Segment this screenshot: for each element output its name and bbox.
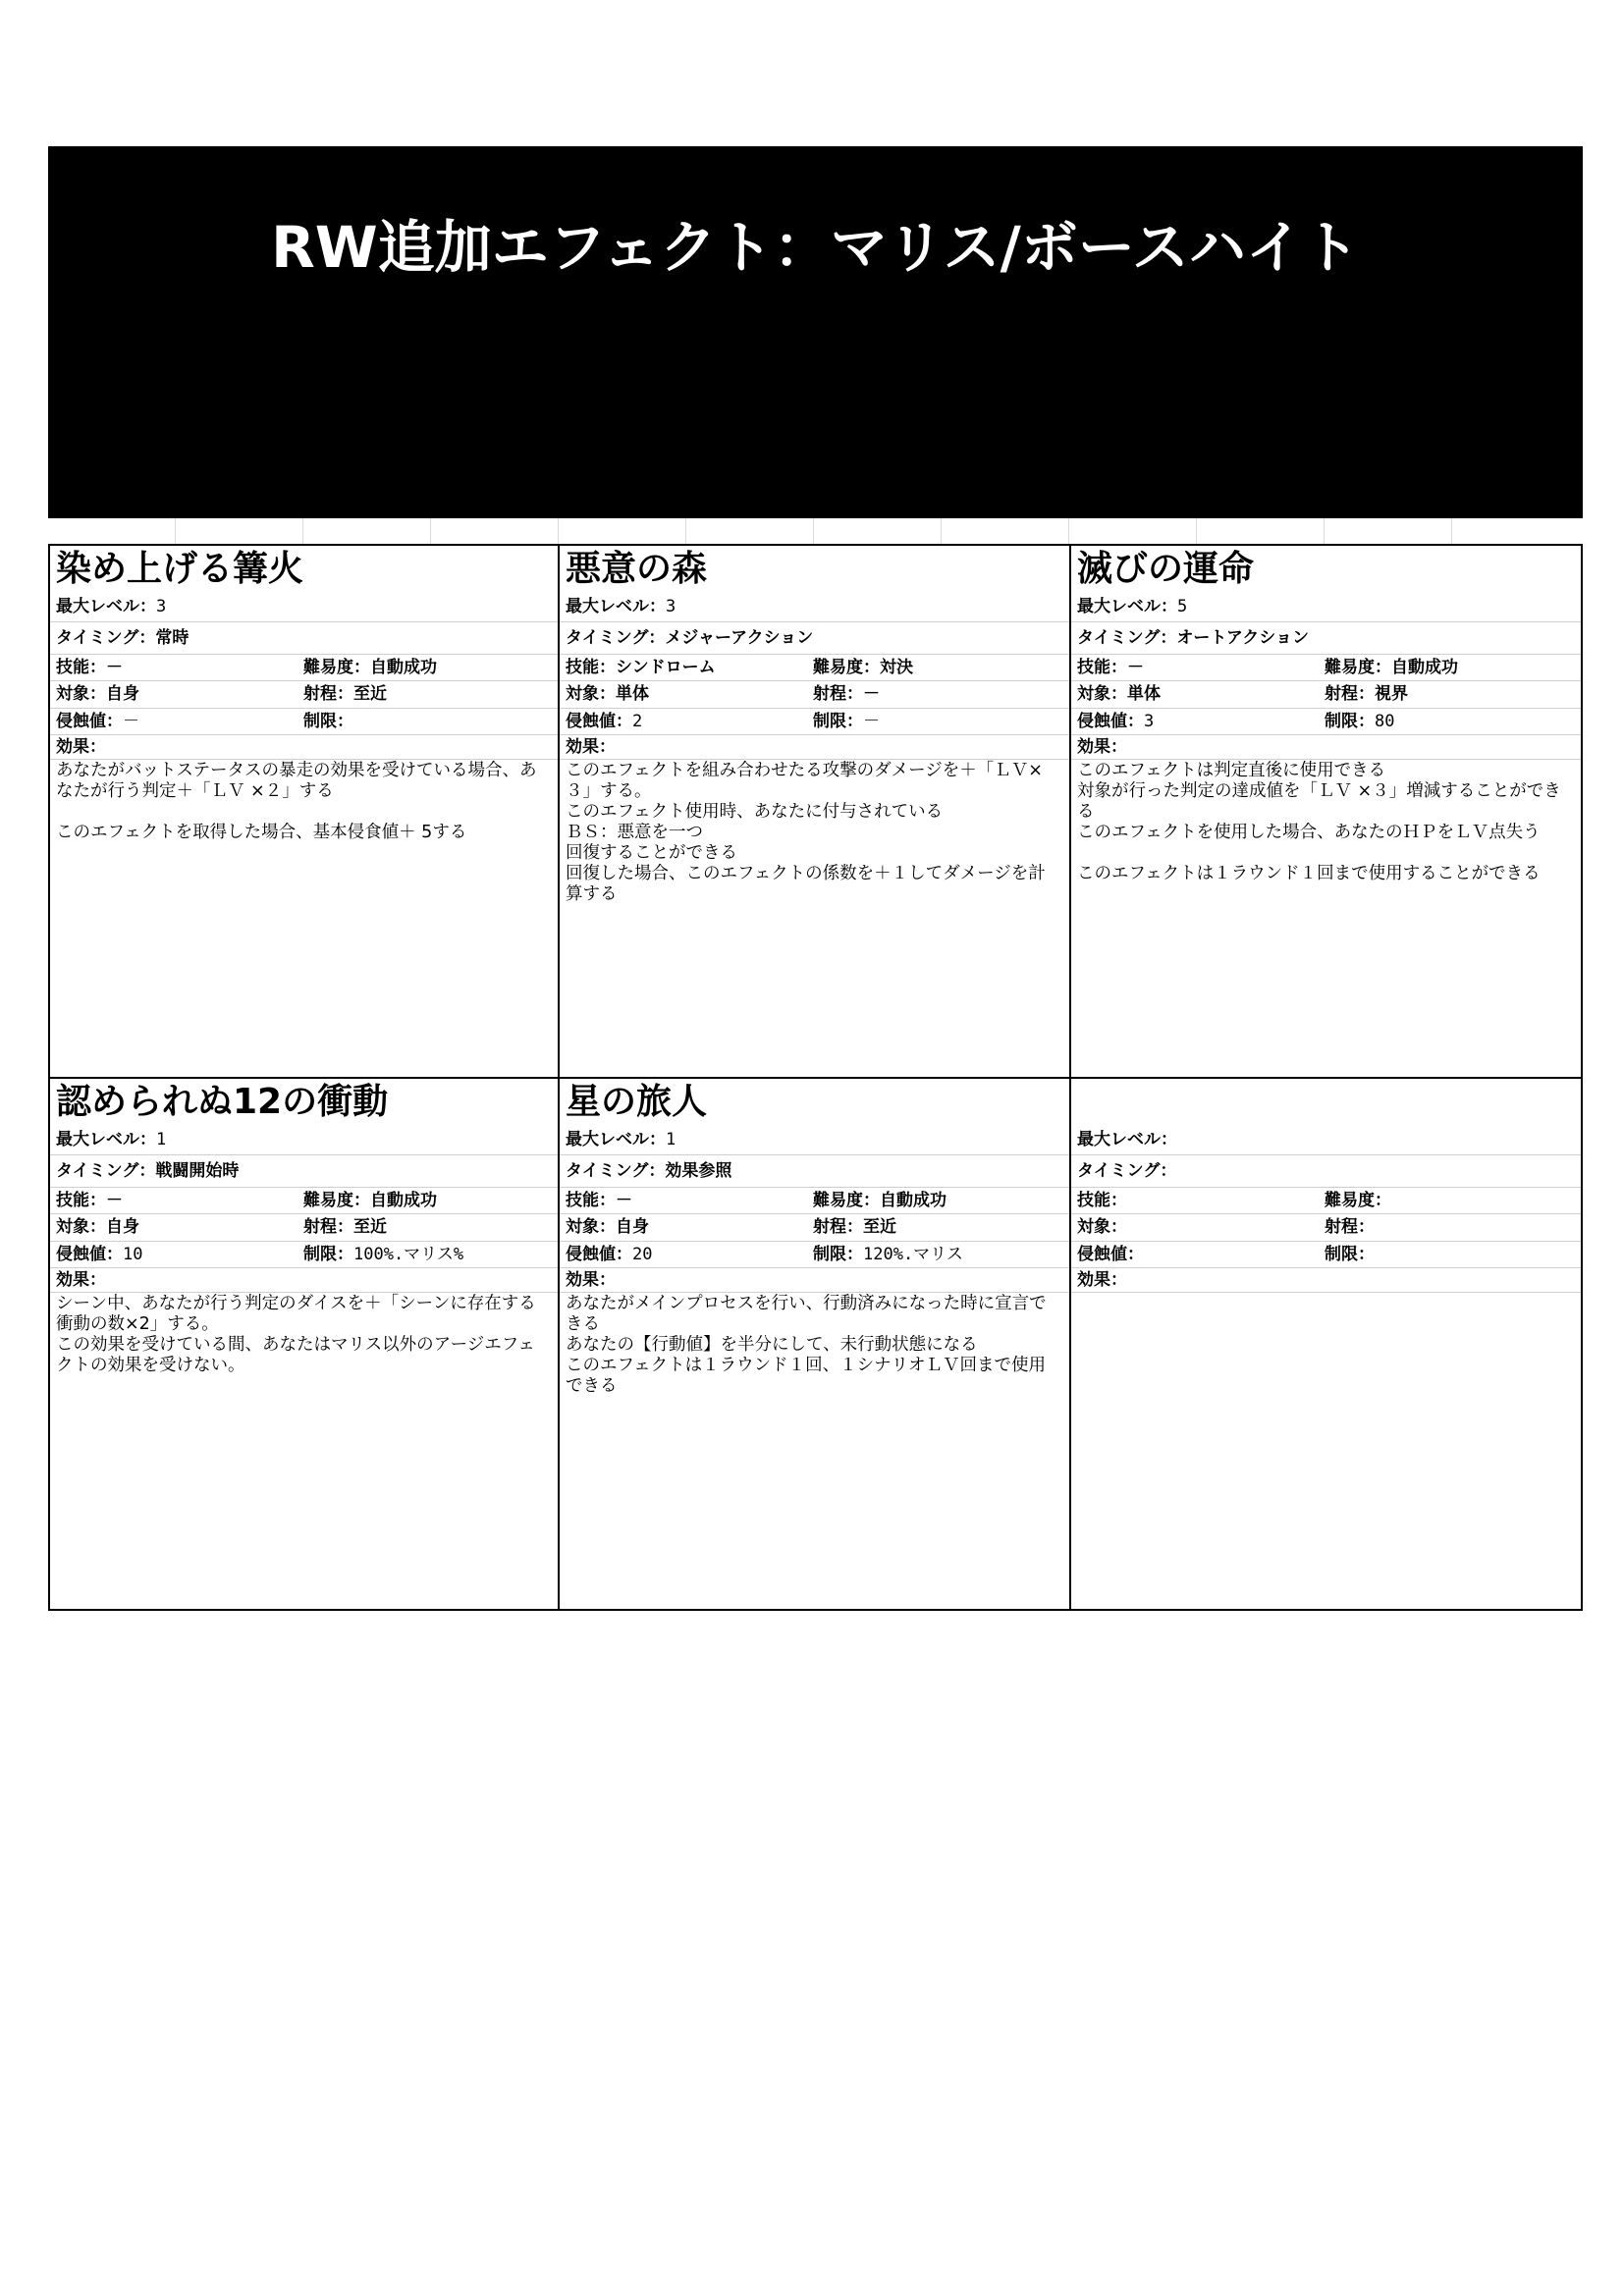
erosion-row xyxy=(1071,709,1581,735)
timing-label: タイミング： xyxy=(566,1161,666,1181)
effect-card-grid xyxy=(48,544,1583,1611)
skill-label: 技能： xyxy=(56,1191,106,1210)
difficulty-label: 難易度： xyxy=(303,1191,370,1210)
target-row xyxy=(1071,1214,1581,1242)
target-value: 自身 xyxy=(106,684,139,704)
range-value: 至近 xyxy=(353,1217,387,1237)
skill-label: 技能： xyxy=(566,658,616,677)
spreadsheet-gridlines xyxy=(48,518,1583,544)
skill-value: － xyxy=(106,658,123,677)
effect-card-5 xyxy=(560,1079,1071,1611)
timing-row xyxy=(50,1155,558,1188)
page-header xyxy=(48,146,1583,518)
timing-label: タイミング： xyxy=(56,628,156,648)
range-label: 射程： xyxy=(303,684,353,704)
erosion-value: 3 xyxy=(1144,712,1155,731)
difficulty-value: 自動成功 xyxy=(1391,658,1458,677)
range-label: 射程： xyxy=(813,1217,863,1237)
effect-card-6 xyxy=(1071,1079,1583,1611)
effect-description: このエフェクトを組み合わせたる攻撃のダメージを＋「ＬＶ×３」する。 このエフェクト使用時、あなたに付与されている ＢＳ：悪意を一つ 回復することができる 回復した場合、このエフェクトの係数を＋１してダメージを計算する xyxy=(566,761,1046,904)
timing-value: 効果参照 xyxy=(665,1161,732,1181)
range-label: 射程： xyxy=(303,1217,353,1237)
max-level-value: 5 xyxy=(1177,597,1188,616)
max-level-row xyxy=(560,1124,1069,1155)
target-label: 対象： xyxy=(56,684,106,704)
difficulty-value: 自動成功 xyxy=(880,1191,947,1210)
max-level-label: 最大レベル： xyxy=(1077,597,1177,616)
range-value: 視界 xyxy=(1375,684,1408,704)
range-label: 射程： xyxy=(1325,684,1375,704)
effect-card-1 xyxy=(50,546,560,1079)
skill-label: 技能： xyxy=(1077,1191,1127,1210)
target-label: 対象： xyxy=(566,1217,616,1237)
effect-description: シーン中、あなたが行う判定のダイスを＋「シーンに存在する衝動の数×2」する。 この効果を受けている間、あなたはマリス以外のアージエフェクトの効果を受けない。 xyxy=(56,1294,536,1375)
max-level-value: 3 xyxy=(666,597,676,616)
skill-row xyxy=(50,1188,558,1214)
effect-name: 染め上げる篝火 xyxy=(56,549,304,589)
erosion-label: 侵蝕値： xyxy=(566,712,632,731)
max-level-label: 最大レベル： xyxy=(56,1130,156,1149)
effect-row xyxy=(560,1268,1069,1293)
skill-row xyxy=(560,1188,1069,1214)
difficulty-label: 難易度： xyxy=(1325,658,1391,677)
skill-row xyxy=(1071,1188,1581,1214)
skill-row xyxy=(1071,655,1581,681)
difficulty-value: 対決 xyxy=(880,658,913,677)
limit-value: － xyxy=(863,712,880,731)
erosion-row xyxy=(50,709,558,735)
target-value: 自身 xyxy=(106,1217,139,1237)
timing-label: タイミング： xyxy=(1077,1161,1177,1181)
max-level-row xyxy=(50,1124,558,1155)
target-value: 単体 xyxy=(1127,684,1161,704)
effect-card-4 xyxy=(50,1079,560,1611)
range-value: 至近 xyxy=(863,1217,896,1237)
limit-label: 制限： xyxy=(813,1245,863,1264)
skill-label: 技能： xyxy=(1077,658,1127,677)
timing-value: 常時 xyxy=(155,628,189,648)
erosion-row xyxy=(560,709,1069,735)
effect-name: 滅びの運命 xyxy=(1077,549,1255,589)
difficulty-value: 自動成功 xyxy=(370,658,437,677)
erosion-row xyxy=(1071,1242,1581,1268)
limit-label: 制限： xyxy=(1325,1245,1375,1264)
max-level-value: 3 xyxy=(156,597,167,616)
max-level-label: 最大レベル： xyxy=(1077,1130,1177,1149)
target-label: 対象： xyxy=(566,684,616,704)
skill-value: － xyxy=(1127,658,1144,677)
effect-label: 効果： xyxy=(1077,1270,1127,1290)
difficulty-value: 自動成功 xyxy=(370,1191,437,1210)
effect-card-3 xyxy=(1071,546,1583,1079)
erosion-label: 侵蝕値： xyxy=(56,712,123,731)
limit-value: 100%.マリス% xyxy=(353,1245,464,1264)
limit-label: 制限： xyxy=(813,712,863,731)
skill-label: 技能： xyxy=(56,658,106,677)
erosion-value: 2 xyxy=(632,712,643,731)
effect-label: 効果： xyxy=(566,737,616,757)
max-level-row xyxy=(1071,1124,1581,1155)
target-label: 対象： xyxy=(1077,684,1127,704)
difficulty-label: 難易度： xyxy=(303,658,370,677)
limit-label: 制限： xyxy=(303,712,353,731)
effect-name xyxy=(1077,1081,1581,1124)
range-value: － xyxy=(863,684,880,704)
erosion-row xyxy=(560,1242,1069,1268)
max-level-value: 1 xyxy=(666,1130,676,1149)
erosion-label: 侵蝕値： xyxy=(1077,1245,1144,1264)
difficulty-label: 難易度： xyxy=(1325,1191,1391,1210)
max-level-row xyxy=(560,591,1069,622)
timing-row xyxy=(560,1155,1069,1188)
limit-label: 制限： xyxy=(1325,712,1375,731)
range-value: 至近 xyxy=(353,684,387,704)
target-value: 単体 xyxy=(616,684,649,704)
max-level-label: 最大レベル： xyxy=(56,597,156,616)
effect-description: あなたがバットステータスの暴走の効果を受けている場合、あなたが行う判定＋「ＬＶ ×２」する このエフェクトを取得した場合、基本侵食値＋ 5する xyxy=(56,761,537,842)
skill-value: － xyxy=(616,1191,632,1210)
effect-label: 効果： xyxy=(56,737,106,757)
target-row xyxy=(1071,681,1581,709)
skill-value: － xyxy=(106,1191,123,1210)
target-row xyxy=(50,681,558,709)
difficulty-label: 難易度： xyxy=(813,658,880,677)
effect-row xyxy=(1071,735,1581,760)
range-label: 射程： xyxy=(813,684,863,704)
erosion-value: － xyxy=(123,712,139,731)
erosion-label: 侵蝕値： xyxy=(1077,712,1144,731)
skill-label: 技能： xyxy=(566,1191,616,1210)
timing-row xyxy=(1071,1155,1581,1188)
effect-row xyxy=(50,1268,558,1293)
effect-label: 効果： xyxy=(56,1270,106,1290)
timing-label: タイミング： xyxy=(56,1161,156,1181)
skill-value: シンドローム xyxy=(616,658,716,677)
effect-name: 悪意の森 xyxy=(566,549,708,589)
max-level-value: 1 xyxy=(156,1130,167,1149)
effect-name: 星の旅人 xyxy=(566,1082,708,1122)
effect-name: 認められぬ12の衝動 xyxy=(56,1082,389,1122)
effect-row xyxy=(560,735,1069,760)
limit-label: 制限： xyxy=(303,1245,353,1264)
max-level-label: 最大レベル： xyxy=(566,597,666,616)
timing-value: 戦闘開始時 xyxy=(155,1161,240,1181)
skill-row xyxy=(560,655,1069,681)
effect-row xyxy=(1071,1268,1581,1293)
skill-row xyxy=(50,655,558,681)
effect-label: 効果： xyxy=(1077,737,1127,757)
erosion-row xyxy=(50,1242,558,1268)
erosion-value: 20 xyxy=(632,1245,653,1264)
target-row xyxy=(560,681,1069,709)
max-level-row xyxy=(1071,591,1581,622)
difficulty-label: 難易度： xyxy=(813,1191,880,1210)
target-label: 対象： xyxy=(1077,1217,1127,1237)
erosion-label: 侵蝕値： xyxy=(566,1245,632,1264)
limit-value: 80 xyxy=(1375,712,1395,731)
timing-label: タイミング： xyxy=(566,628,666,648)
range-label: 射程： xyxy=(1325,1217,1375,1237)
effect-label: 効果： xyxy=(566,1270,616,1290)
timing-row xyxy=(560,622,1069,655)
effect-description: あなたがメインプロセスを行い、行動済みになった時に宣言できる あなたの【行動値】を半分にして、未行動状態になる このエフェクトは１ラウンド１回、１シナリオＬＶ回まで使用できる xyxy=(566,1294,1047,1396)
limit-value: 120%.マリス xyxy=(863,1245,963,1264)
timing-label: タイミング： xyxy=(1077,628,1177,648)
target-value: 自身 xyxy=(616,1217,649,1237)
timing-row xyxy=(50,622,558,655)
max-level-row xyxy=(50,591,558,622)
page-title: RW追加エフェクト：マリス/ボースハイト xyxy=(271,214,1360,281)
effect-card-2 xyxy=(560,546,1071,1079)
effect-row xyxy=(50,735,558,760)
erosion-label: 侵蝕値： xyxy=(56,1245,123,1264)
target-row xyxy=(560,1214,1069,1242)
erosion-value: 10 xyxy=(123,1245,143,1264)
target-label: 対象： xyxy=(56,1217,106,1237)
max-level-label: 最大レベル： xyxy=(566,1130,666,1149)
timing-value: メジャーアクション xyxy=(665,628,814,648)
timing-row xyxy=(1071,622,1581,655)
target-row xyxy=(50,1214,558,1242)
effect-description: このエフェクトは判定直後に使用できる 対象が行った判定の達成値を「ＬＶ ×３」増減することができる このエフェクトを使用した場合、あなたのＨＰをＬＶ点失う このエフェクトは１ラウンド１回まで使用することができる xyxy=(1077,761,1561,883)
timing-value: オートアクション xyxy=(1176,628,1309,648)
